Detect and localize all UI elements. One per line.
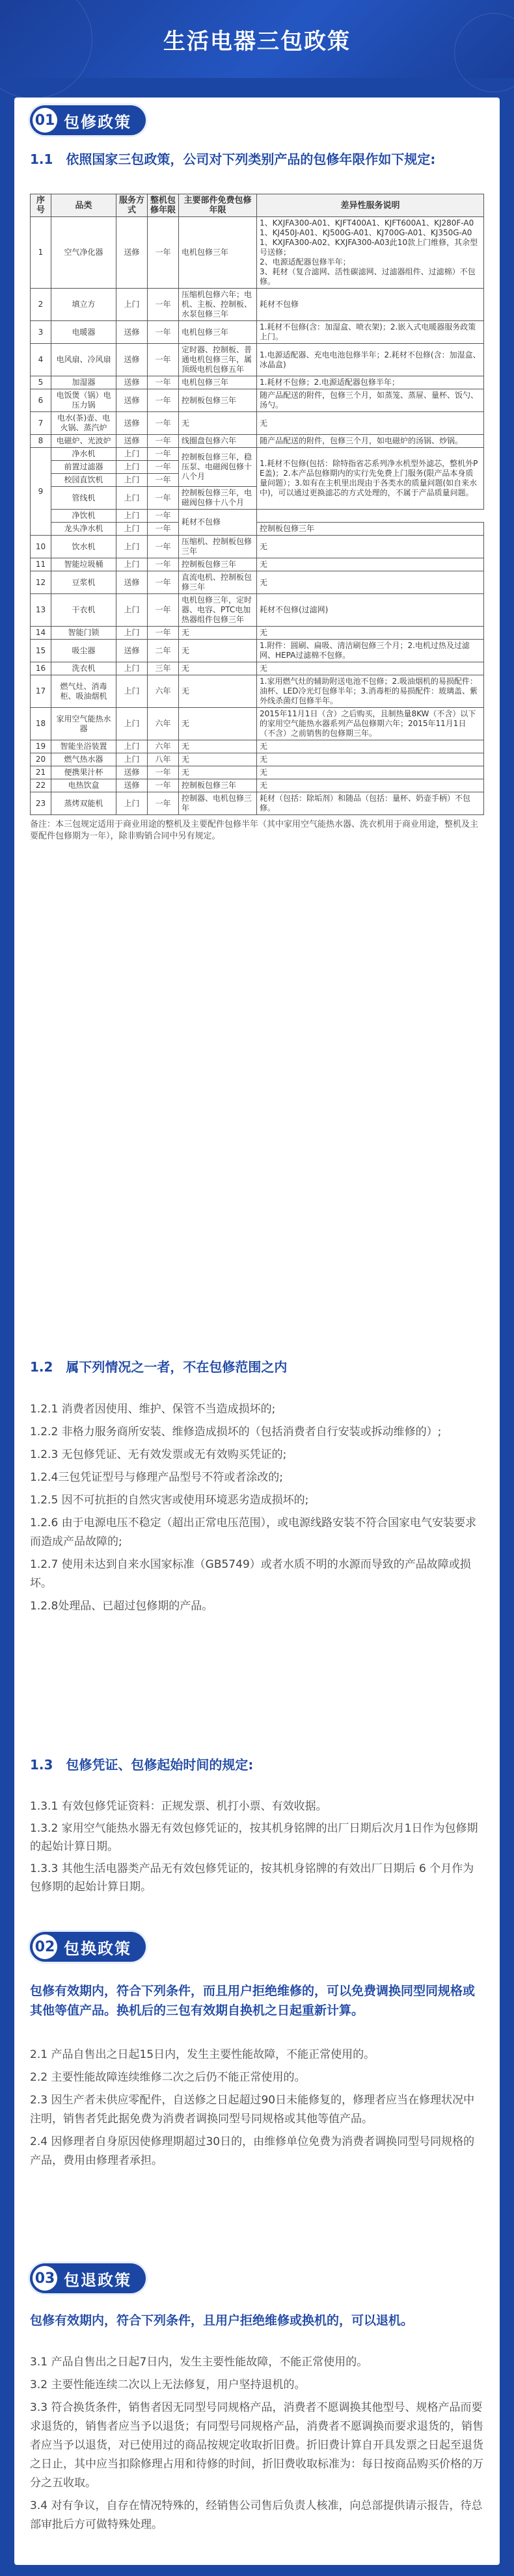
table-row	[31, 435, 484, 448]
table-cell: 电风扇、冷风扇	[51, 344, 116, 376]
table-row	[31, 510, 484, 523]
list-item: 1.2.1 消费者因使用、维护、保管不当造成损坏的;	[30, 1403, 276, 1416]
table-cell: 直流电机、控制板包修三年	[179, 571, 257, 594]
table-cell: 豆浆机	[51, 571, 116, 594]
table-cell: 一年	[148, 448, 179, 461]
table-cell: 智能门锁	[51, 627, 116, 640]
table-cell: 无	[179, 662, 257, 675]
list-item: 2.3 因生产者未供应零配件，自送修之日起超过90日未能修复的，修理者应当在修理状况中注明，销售者凭此据免费为消费者调换同型号同规格或其他等值产品。	[30, 2094, 475, 2126]
table-cell: 洗衣机	[51, 662, 116, 675]
table-cell: 一年	[148, 376, 179, 389]
list-item: 3.1 产品自售出之日起7日内，发生主要性能故障，不能正常使用的。	[30, 2356, 368, 2369]
list-item: 2.4 因修理者自身原因使修理期超过30日的，由维修单位免费为消费者调换同型号同规格的产品，费用由修理者承担。	[30, 2135, 475, 2167]
subsection-title: 1.3 包修凭证、包修起始时间的规定:	[30, 1757, 254, 1773]
table-row	[31, 766, 484, 779]
table-cell: 4	[31, 344, 51, 376]
table-cell: 吸尘器	[51, 640, 116, 662]
content-card	[14, 98, 500, 2565]
table-cell: 龙头净水机	[51, 523, 116, 536]
subsection-title: 1.1 依照国家三包政策，公司对下列类别产品的包修年限作如下规定:	[30, 151, 436, 167]
table-cell: 11	[31, 558, 51, 571]
section-01-header	[30, 104, 484, 137]
table-cell: 送修	[116, 571, 148, 594]
table-cell: 14	[31, 627, 51, 640]
table-row	[31, 792, 484, 815]
table-cell: 1.耗材不包修(含：加湿盒、喷衣架)；2.嵌入式电暖器服务政策上门。	[257, 321, 484, 344]
table-cell: 送修	[116, 412, 148, 435]
table-row	[31, 571, 484, 594]
table-cell: 送修	[116, 435, 148, 448]
table-cell: 上门	[116, 487, 148, 510]
table-cell: 送修	[116, 344, 148, 376]
table-cell: 耗材不包修(过滤网)	[257, 594, 484, 627]
table-row	[31, 217, 484, 289]
table-cell: 上门	[116, 675, 148, 708]
table-cell: 1.附件：圆刷、扁吸、清洁刷包修三个月；2.电机过热及过滤网、HEPA过滤棉不包修。	[257, 640, 484, 662]
table-cell: 1.家用燃气灶的辅助附送电池不包修；2.吸油烟机的易损配件：油杯、LED冷光灯包修半年；3.消毒柜的易损配件：玻璃盖、紫外线杀菌灯包修半年。	[257, 675, 484, 708]
table-row	[31, 740, 484, 753]
table-cell: 无	[257, 662, 484, 675]
list-item: 1.2.7 使用未达到自来水国家标准（GB5749）或者水质不明的水源而导致的产品故障或损坏。	[30, 1558, 471, 1590]
table-cell: 送修	[116, 640, 148, 662]
table-cell: 上门	[116, 474, 148, 487]
table-cell: 蒸烤双能机	[51, 792, 116, 815]
warranty-table-wrap	[30, 194, 484, 842]
exclusion-list	[30, 1400, 484, 1620]
table-row	[31, 523, 484, 536]
table-cell: 上门	[116, 448, 148, 461]
table-row	[31, 627, 484, 640]
table-cell: 控制板包修三年	[179, 779, 257, 792]
section-title: 包换政策	[64, 1939, 131, 1958]
table-cell: 电机包修三年	[179, 376, 257, 389]
section-number: 03	[33, 2266, 57, 2291]
table-cell: 饮水机	[51, 536, 116, 558]
table-note: 备注：本三包规定适用于商业用途的整机及主要配件包修半年（其中家用空气能热水器、洗衣机用于商业用途，整机及主要配件包修期为一年），除非购销合同中另有规定。	[30, 820, 479, 841]
table-cell: 净饮机	[51, 510, 116, 523]
table-cell: 上门	[116, 523, 148, 536]
warranty-proof-list	[30, 1797, 484, 1900]
table-cell: 3	[31, 321, 51, 344]
list-item: 3.2 主要性能连续二次以上无法修复，用户坚持退机的。	[30, 2378, 306, 2391]
table-cell: 送修	[116, 779, 148, 792]
table-cell: 空气净化器	[51, 217, 116, 289]
list-item: 1.2.3 无包修凭证、无有效发票或无有效购买凭证的;	[30, 1448, 287, 1461]
table-cell: 一年	[148, 389, 179, 412]
table-cell: 无	[257, 753, 484, 766]
table-cell: 电机包修三年，定时器、电容、PTC电加热器组件包修三年	[179, 594, 257, 627]
section-title: 包修政策	[64, 112, 131, 131]
table-cell: 7	[31, 412, 51, 435]
table-cell: 家用空气能热水器	[51, 708, 116, 740]
table-cell: 六年	[148, 740, 179, 753]
table-cell: 上门	[116, 461, 148, 474]
table-cell: 一年	[148, 435, 179, 448]
table-cell: 随产品配送的附件，包修三个月，如电磁炉的汤锅、炒锅。	[257, 435, 484, 448]
table-cell: 送修	[116, 376, 148, 389]
table-cell: 无	[179, 753, 257, 766]
table-cell: 无	[257, 740, 484, 753]
table-cell: 上门	[116, 536, 148, 558]
table-row	[31, 753, 484, 766]
table-cell: 一年	[148, 461, 179, 474]
table-cell: 燃气灶、消毒柜、吸油烟机	[51, 675, 116, 708]
exchange-list	[30, 2046, 484, 2174]
table-row	[31, 594, 484, 627]
table-cell: 电机包修三年	[179, 217, 257, 289]
table-cell: 一年	[148, 766, 179, 779]
return-list	[30, 2353, 484, 2538]
table-cell: 电水(茶)壶、电火锅、蒸汽炉	[51, 412, 116, 435]
table-header-cell: 品类	[51, 194, 116, 217]
table-cell: 上门	[116, 753, 148, 766]
table-cell: 17	[31, 675, 51, 708]
table-row	[31, 289, 484, 321]
list-item: 3.4 对有争议，自存在情况特殊的，经销售公司售后负责人核准，向总部提供请示报告，待总部审批后方可做特殊处理。	[30, 2499, 483, 2531]
table-cell: 2	[31, 289, 51, 321]
table-cell: 上门	[116, 594, 148, 627]
table-cell: 无	[179, 708, 257, 740]
list-item: 1.2.6 由于电源电压不稳定（超出正常电压范围），或电源线路安装不符合国家电气安装要求而造成产品故障的;	[30, 1516, 477, 1548]
table-cell: 无	[257, 779, 484, 792]
table-cell: 控制板包修三年	[257, 523, 484, 536]
table-cell: 15	[31, 640, 51, 662]
table-cell: 一年	[148, 627, 179, 640]
table-cell: 填立方	[51, 289, 116, 321]
table-cell: 控制板包修三年，稳压泵、电磁阀包修十八个月	[179, 448, 257, 487]
table-row	[31, 779, 484, 792]
table-cell: 压缩机、控制板包修三年	[179, 536, 257, 558]
table-row	[31, 558, 484, 571]
table-row	[31, 536, 484, 558]
table-cell: 一年	[148, 217, 179, 289]
table-cell: 随产品配送的附件，包修三个月，如蒸笼、蒸屉、量杯、饭勺、汤勺。	[257, 389, 484, 412]
table-cell: 21	[31, 766, 51, 779]
table-cell: 9	[31, 448, 51, 536]
table-row	[31, 675, 484, 708]
table-cell: 无	[257, 766, 484, 779]
table-cell: 控制板包修三年，电磁阀包修十八个月	[179, 487, 257, 510]
table-header-cell: 整机包修年限	[148, 194, 179, 217]
table-cell: 电饭煲（锅）电压力锅	[51, 389, 116, 412]
table-cell: 上门	[116, 558, 148, 571]
list-item: 1.2.5 因不可抗拒的自然灾害或使用环境恶劣造成损坏的;	[30, 1494, 309, 1507]
list-item: 3.3 符合换货条件，销售者因无同型号同规格产品，消费者不愿调换其他型号、规格产品而要求退货的，销售者应当予以退货；有同型号同规格产品，消费者不愿调换而要求退货的，销售者应当予以退货，对已使用过的商品按规定收取折旧费。折旧费计算自开具发票之日起至退货之日止，其中应当扣除修理占用和待修的时间，折旧费收取标准为：每日按商品购买价格的万分之五收取。	[30, 2401, 483, 2490]
table-cell: 控制板包修三年	[179, 389, 257, 412]
table-cell: 送修	[116, 217, 148, 289]
table-cell: 18	[31, 708, 51, 740]
table-cell: 管线机	[51, 487, 116, 510]
table-cell: 净水机	[51, 448, 116, 461]
table-cell: 送修	[116, 321, 148, 344]
table-cell: 23	[31, 792, 51, 815]
table-cell: 智能垃圾桶	[51, 558, 116, 571]
return-lead: 包修有效期内，符合下列条件，且用户拒绝维修或换机的，可以退机。	[30, 2313, 414, 2328]
table-cell: 10	[31, 536, 51, 558]
table-cell: 六年	[148, 675, 179, 708]
table-cell: 三年	[148, 662, 179, 675]
table-row	[31, 662, 484, 675]
table-cell: 一年	[148, 536, 179, 558]
table-cell: 8	[31, 435, 51, 448]
table-cell: 一年	[148, 412, 179, 435]
table-cell: 电磁炉、光波炉	[51, 435, 116, 448]
table-cell: 一年	[148, 792, 179, 815]
warranty-table	[30, 194, 484, 815]
table-cell: 无	[179, 640, 257, 662]
table-header-cell: 序号	[31, 194, 51, 217]
table-row	[31, 389, 484, 412]
section-02-header	[30, 1931, 484, 1963]
page-header	[0, 0, 514, 78]
table-cell: 耗材不包修	[179, 510, 257, 536]
table-cell: 控制板包修三年	[179, 558, 257, 571]
table-cell: 无	[257, 571, 484, 594]
table-cell: 干衣机	[51, 594, 116, 627]
section-03-header	[30, 2262, 484, 2295]
table-cell: 上门	[116, 289, 148, 321]
table-cell: 一年	[148, 321, 179, 344]
table-cell: 燃气热水器	[51, 753, 116, 766]
table-cell: 电机包修三年	[179, 321, 257, 344]
table-cell: 无	[257, 558, 484, 571]
table-cell: 一年	[148, 594, 179, 627]
exchange-lead: 包修有效期内，符合下列条件，而且用户拒绝维修的，可以免费调换同型同规格或其他等值产品。换机后的三包有效期自换机之日起重新计算。	[30, 1984, 476, 2018]
table-cell: 加湿器	[51, 376, 116, 389]
table-cell: 前置过滤器	[51, 461, 116, 474]
table-cell: 5	[31, 376, 51, 389]
table-cell: 便携果汁杯	[51, 766, 116, 779]
table-cell: 控制器、电机包修三年	[179, 792, 257, 815]
table-cell: 上门	[116, 627, 148, 640]
table-cell: 无	[257, 627, 484, 640]
table-cell: 上门	[116, 740, 148, 753]
table-row	[31, 640, 484, 662]
table-cell: 校园直饮机	[51, 474, 116, 487]
table-cell: 22	[31, 779, 51, 792]
table-cell: 无	[257, 536, 484, 558]
table-cell: 一年	[148, 487, 179, 510]
list-item: 2.1 产品自售出之日起15日内，发生主要性能故障，不能正常使用的。	[30, 2048, 375, 2061]
list-item: 1.3.3 其他生活电器类产品无有效包修凭证的，按其机身铭牌的有效出厂日期后 6 个月作为包修期的起始计算日期。	[30, 1862, 474, 1893]
list-item: 1.3.2 家用空气能热水器无有效包修凭证的，按其机身铭牌的出厂日期后次月1日作为包修期的起始计算日期。	[30, 1822, 478, 1853]
table-cell: 上门	[116, 708, 148, 740]
list-item: 1.2.2 非格力服务商所安装、维修造成损坏的（包括消费者自行安装或拆动维修的）;	[30, 1425, 442, 1438]
table-cell: 送修	[116, 389, 148, 412]
table-cell: 1.电源适配器、充电电池包修半年；2.耗材不包修(含：加湿盒、冰晶盒)	[257, 344, 484, 376]
table-cell: 19	[31, 740, 51, 753]
table-cell: 1	[31, 217, 51, 289]
table-cell: 无	[179, 675, 257, 708]
table-cell: 上门	[116, 510, 148, 523]
table-cell: 一年	[148, 558, 179, 571]
subsection-title: 1.2 属下列情况之一者，不在包修范围之内	[30, 1359, 288, 1375]
table-cell: 八年	[148, 753, 179, 766]
table-cell: 电热饮盒	[51, 779, 116, 792]
table-cell: 电暖器	[51, 321, 116, 344]
table-cell: 16	[31, 662, 51, 675]
table-cell: 上门	[116, 662, 148, 675]
table-cell: 耗材（包括：除垢剂）和随品（包括：量杯、奶壶手柄）不包修。	[257, 792, 484, 815]
table-cell: 1.耗材不包修(包括：除特指省芯系列净水机型外滤芯，整机外PE盖)；2.本产品包修期内的实行先免费上门服务(限产品本身质量问题）；3.如有在主机里出现由于各类水的质量问题(如自来水中)，可以通过更换滤芯的方式处理的，不属于产品质量问题。	[257, 448, 484, 510]
section-number: 01	[33, 108, 57, 133]
table-cell: 无	[179, 766, 257, 779]
section-number: 02	[33, 1934, 57, 1959]
table-header-cell: 服务方式	[116, 194, 148, 217]
table-row	[31, 412, 484, 435]
table-cell: 二年	[148, 640, 179, 662]
table-cell: 压缩机包修六年；电机、主板、控制板、水泵包修三年	[179, 289, 257, 321]
table-cell: 一年	[148, 289, 179, 321]
table-cell: 无	[257, 412, 484, 435]
list-item: 1.2.8处理品、已超过包修期的产品。	[30, 1600, 213, 1613]
table-header-cell: 差异性服务说明	[257, 194, 484, 217]
table-row	[31, 321, 484, 344]
table-cell: 13	[31, 594, 51, 627]
table-cell: 无	[179, 740, 257, 753]
table-cell: 一年	[148, 510, 179, 523]
list-item: 1.2.4三包凭证型号与修理产品型号不符或者涂改的;	[30, 1471, 283, 1484]
table-cell: 2015年11月1日（含）之后购买，且制热量8KW（不含）以下的家用空气能热水器系列产品包修期六年；2015年11月1日（不含）之前销售的包修期三年。	[257, 708, 484, 740]
table-row	[31, 448, 484, 461]
table-cell: 1.耗材不包修；2.电源适配器包修半年；	[257, 376, 484, 389]
table-cell: 一年	[148, 474, 179, 487]
table-cell: 无	[179, 627, 257, 640]
table-cell: 6	[31, 389, 51, 412]
table-row	[31, 708, 484, 740]
table-cell: 智能坐浴装置	[51, 740, 116, 753]
table-cell: 上门	[116, 792, 148, 815]
table-cell: 一年	[148, 344, 179, 376]
section-title: 包退政策	[64, 2270, 131, 2289]
list-item: 1.3.1 有效包修凭证资料：正规发票、机打小票、有效收据。	[30, 1800, 327, 1813]
table-cell: 12	[31, 571, 51, 594]
table-cell: 线圈盘包修六年	[179, 435, 257, 448]
table-header-cell: 主要部件免费包修年限	[179, 194, 257, 217]
table-cell: 1、KXJFA300-A01、KJFT400A1、KJFT600A1、KJ280F-A01、KJ450J-A01、KJ500G-A01、KJ700G-A01、KJ350G-A01、KXJFA300-A02、KXJFA300-A03此10款上门维修，其余型号送修； 2、电源适配器包修半年； 3、耗材（复合滤网、活性碳滤网、过滤器组件、过滤棉）不包修。	[257, 217, 484, 289]
table-row	[31, 376, 484, 389]
table-cell: 定时器、控制板、普通电机包修三年，属顶级电机包修五年	[179, 344, 257, 376]
table-cell: 六年	[148, 708, 179, 740]
list-item: 2.2 主要性能故障连续维修二次之后仍不能正常使用的。	[30, 2071, 306, 2084]
table-cell: 一年	[148, 779, 179, 792]
table-cell: 一年	[148, 571, 179, 594]
table-cell: 耗材不包修	[257, 289, 484, 321]
table-row	[31, 344, 484, 376]
page-title: 生活电器三包政策	[163, 29, 351, 55]
table-cell: 送修	[116, 766, 148, 779]
table-cell: 20	[31, 753, 51, 766]
table-cell: 无	[179, 412, 257, 435]
table-cell: 一年	[148, 523, 179, 536]
